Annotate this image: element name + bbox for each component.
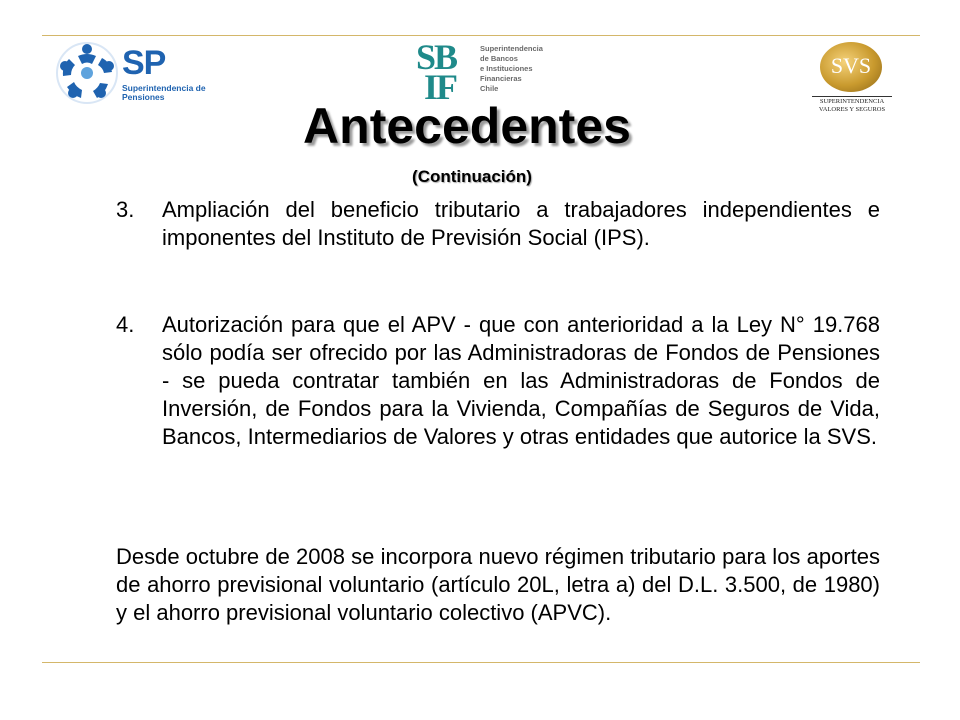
sbif-letters-line1: SB [416,37,457,77]
bottom-divider [42,662,920,663]
top-divider [42,35,920,36]
sbif-text-line: de Bancos [480,54,518,63]
slide-subtitle: (Continuación) [412,167,532,186]
sp-logo-letters: SP [122,44,166,82]
sp-logo-subtitle-line1: Superintendencia de [122,83,206,93]
svs-subtitle-line2: VALORES Y SEGUROS [818,106,886,113]
slide-title: Antecedentes [303,98,631,154]
list-item-text: Autorización para que el APV - que con anterioridad a la Ley N° 19.768 sólo podía ser ofrecido por las Administradoras de Fondos de Pensiones - se pueda contratar también en las Administradoras de Fondos de Inversión, de Fondos para la Vivienda, Compañías de Seguros de Vida, Bancos, Intermediarios de Valores y otras entidades que autorice la SVS. [162,312,880,449]
svs-logo-letters: SVS [830,53,872,78]
sp-logo-subtitle-line2: Pensiones [122,92,165,102]
svs-subtitle-line1: SUPERINTENDENCIA [819,98,885,105]
sbif-text-line: Chile [480,84,499,93]
sbif-logo-letters [416,37,476,107]
sbif-logo-text [480,44,543,94]
sbif-text-line: e Instituciones [480,64,533,73]
body-paragraph: Desde octubre de 2008 se incorpora nuevo régimen tributario para los aportes de ahorro previsional voluntario (artículo 20L, letra a) del D.L. 3.500, de 1980) y el ahorro previsional voluntario colectivo (APVC). [116,544,880,625]
list-item [116,311,880,451]
list-item-number: 3. [116,197,135,222]
list-item [116,196,880,252]
list-item-number: 4. [116,312,135,337]
sbif-text-line: Financieras [480,74,522,83]
sbif-text-line: Superintendencia [480,44,543,53]
sbif-letters-line2: IF [424,67,456,107]
list-item-text: Ampliación del beneficio tributario a trabajadores independientes e imponentes del Instituto de Previsión Social (IPS). [162,197,880,250]
